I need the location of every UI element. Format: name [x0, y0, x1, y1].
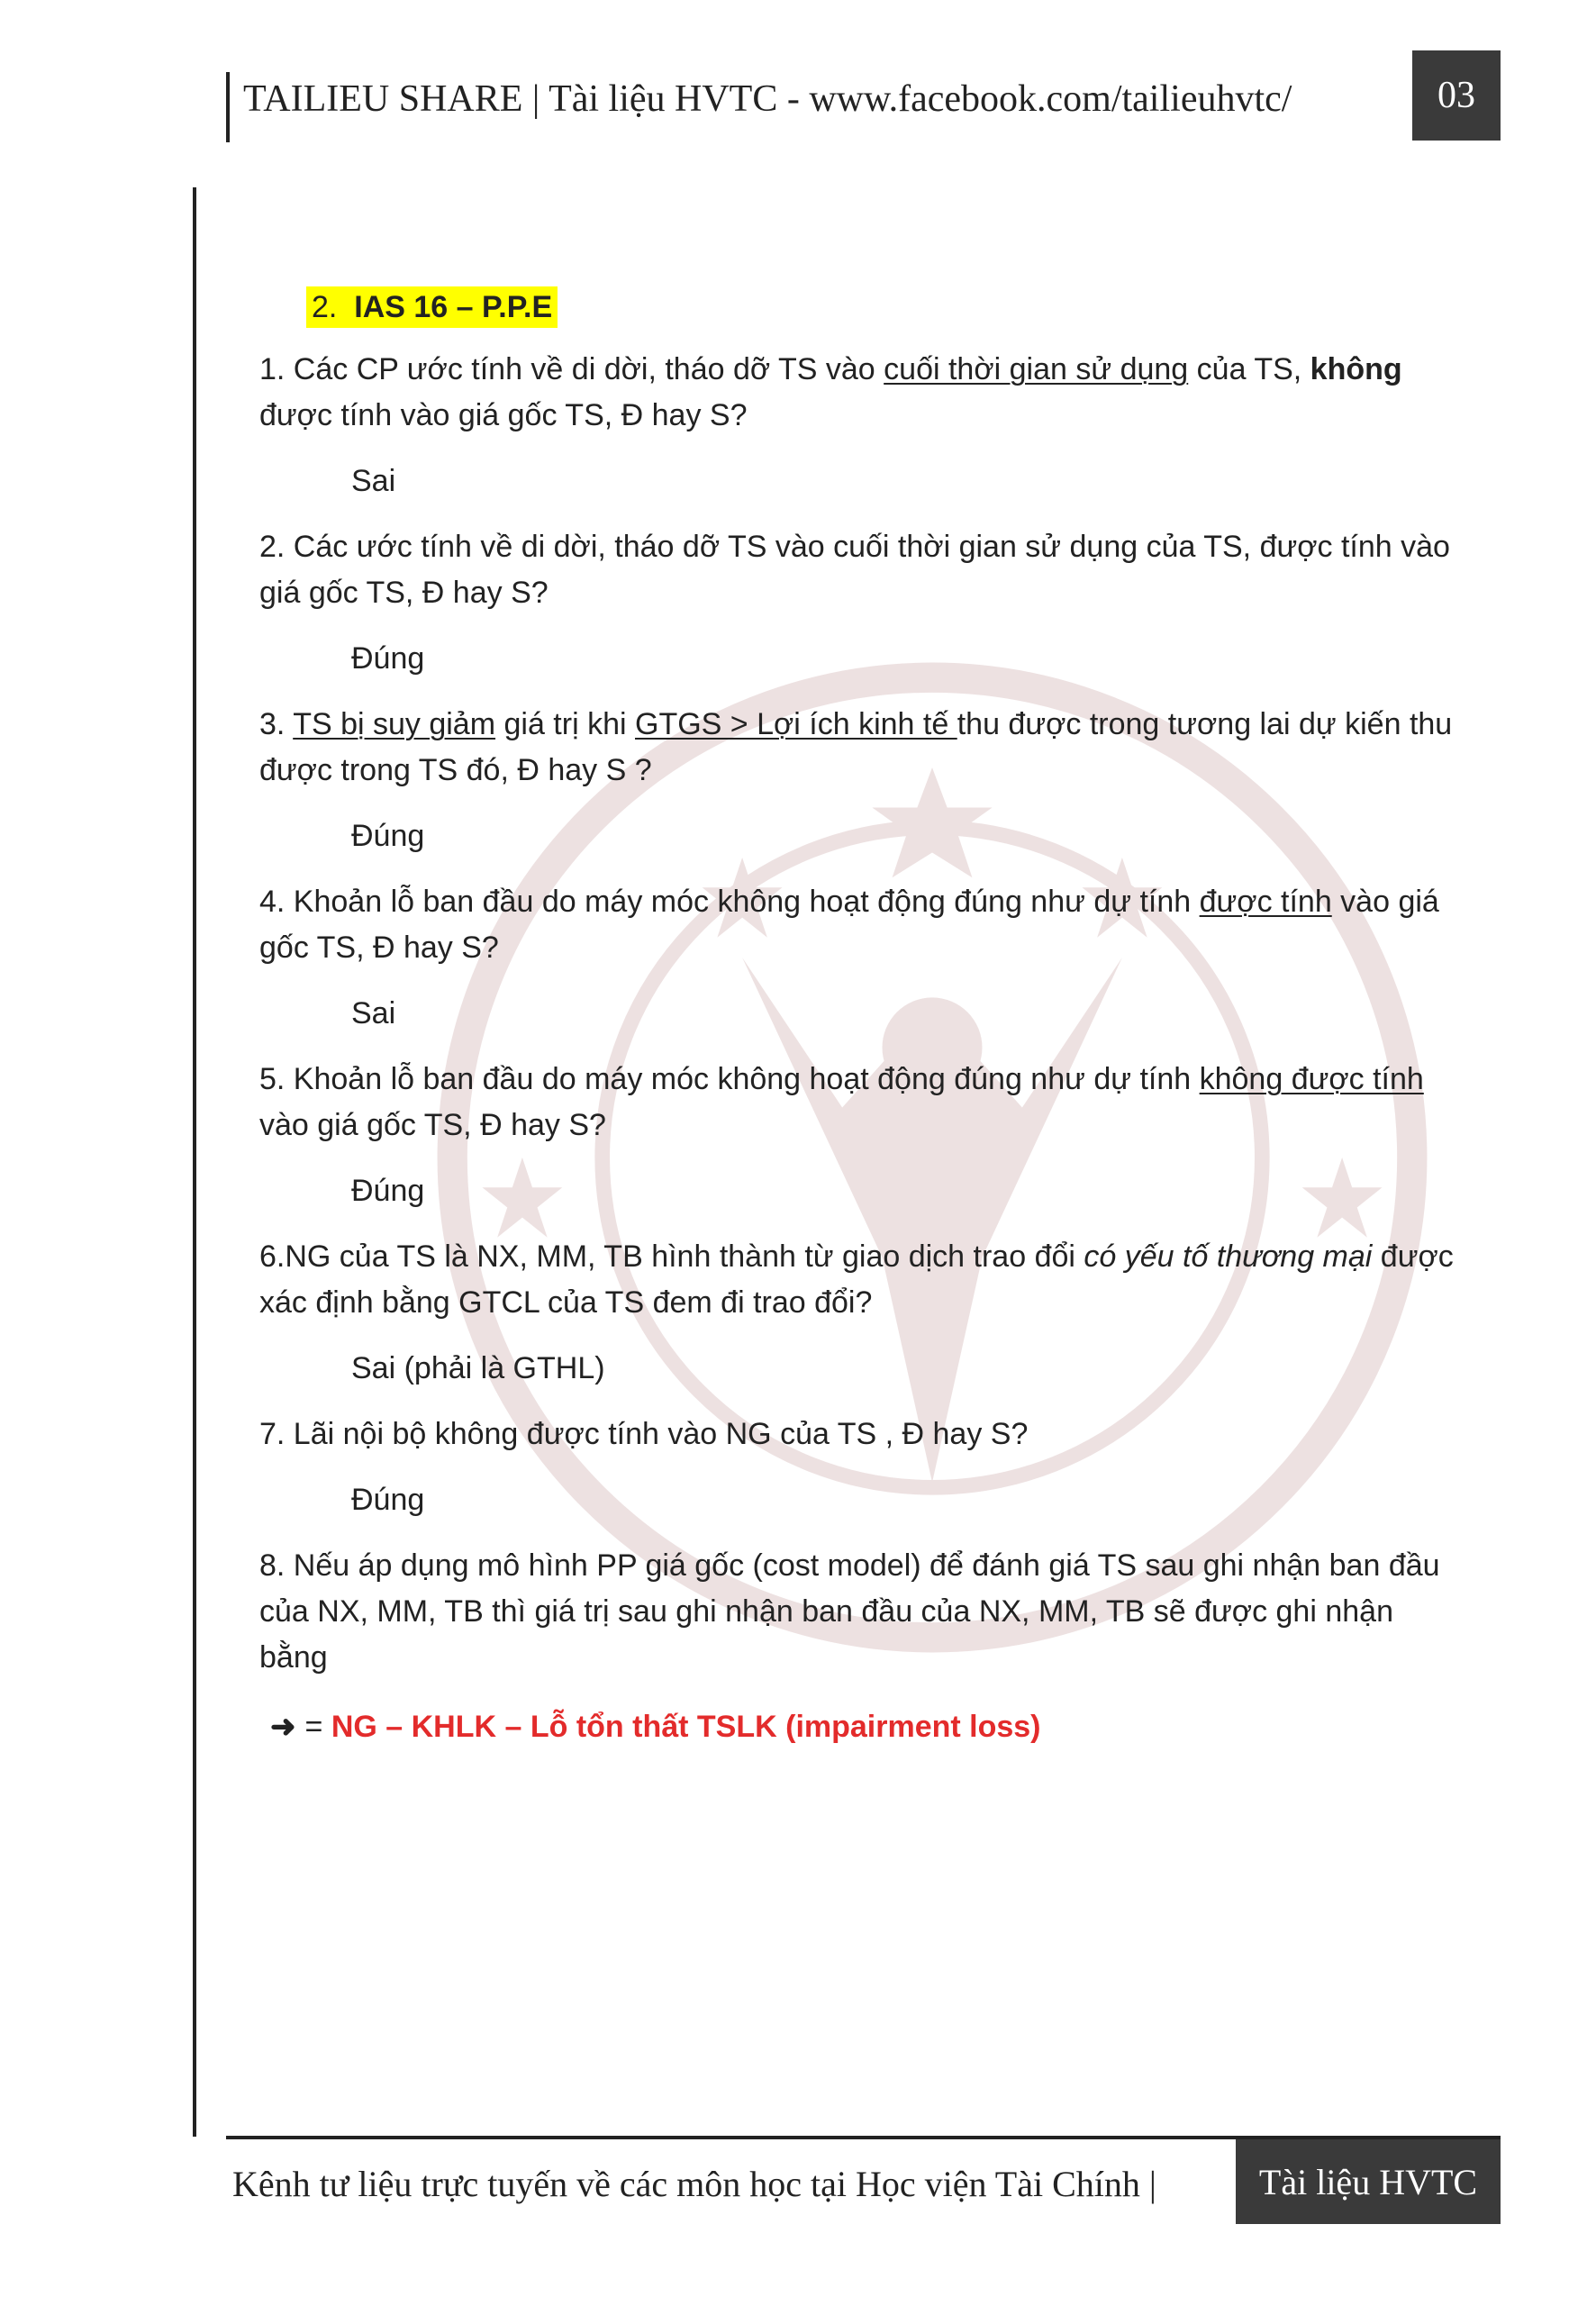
footer-badge: Tài liệu HVTC [1236, 2139, 1501, 2224]
section-highlight [306, 286, 558, 328]
answer-1: Sai [351, 464, 396, 498]
answer-3: Đúng [351, 819, 425, 853]
bold-phrase: không [1310, 352, 1402, 386]
question-text: 6.NG của TS là NX, MM, TB hình thành từ giao dịch trao đổi [259, 1239, 1084, 1274]
answer-7: Đúng [351, 1483, 425, 1517]
question-7: 7. Lãi nội bộ không được tính vào NG của TS , Đ hay S? [259, 1417, 1029, 1451]
question-2: 2. Các ước tính về di dời, tháo dỡ TS vào cuối thời gian sử dụng của TS, được tính vào giá gốc TS, Đ hay S? [259, 530, 1450, 610]
underlined-phrase: được tính [1199, 885, 1332, 919]
underlined-phrase: GTGS > Lợi ích kinh tế [635, 707, 957, 741]
question-text: 5. Khoản lỗ ban đầu do máy móc không hoạt động đúng như dự tính [259, 1062, 1200, 1096]
right-arrow-icon: ➜ [270, 1710, 296, 1744]
question-text: vào giá gốc TS, Đ hay S? [259, 885, 1439, 965]
left-margin-rule [193, 187, 196, 2137]
question-1 [259, 347, 1457, 439]
question-4 [259, 879, 1457, 971]
underlined-phrase: không được tính [1199, 1062, 1424, 1096]
question-text: thu được trong tương lai dự kiến thu được trong TS đó, Đ hay S ? [259, 707, 1453, 787]
header-divider [226, 72, 230, 142]
answer-2: Đúng [351, 641, 425, 676]
section-title: IAS 16 – P.P.E [354, 290, 553, 324]
section-heading [306, 285, 1457, 331]
question-text: giá trị khi [495, 707, 635, 741]
question-text: của TS, [1188, 352, 1310, 386]
conclusion-prefix: = [304, 1710, 331, 1744]
footer-text: Kênh tư liệu trực tuyến về các môn học tại Học viện Tài Chính | [232, 2164, 1156, 2204]
question-6 [259, 1234, 1457, 1326]
question-text: 1. Các CP ước tính về di dời, tháo dỡ TS vào [259, 352, 884, 386]
question-text: 3. [259, 707, 294, 741]
conclusion-formula: NG – KHLK – Lỗ tổn thất TSLK (impairment loss) [331, 1710, 1041, 1744]
question-5 [259, 1057, 1457, 1148]
question-3 [259, 702, 1457, 794]
answer-4: Sai [351, 996, 396, 1030]
underlined-phrase: cuối thời gian sử dụng [884, 352, 1189, 386]
answer-6: Sai (phải là GTHL) [351, 1351, 605, 1385]
page-number-badge: 03 [1412, 50, 1501, 141]
underlined-phrase: TS bị suy giảm [293, 707, 496, 741]
section-number: 2. [312, 290, 338, 324]
answer-5: Đúng [351, 1174, 425, 1208]
question-text: được tính vào giá gốc TS, Đ hay S? [259, 398, 748, 432]
conclusion-line [270, 1704, 1457, 1750]
question-text: vào giá gốc TS, Đ hay S? [259, 1108, 606, 1142]
document-body [259, 285, 1457, 1750]
question-text: được xác định bằng GTCL của TS đem đi trao đổi? [259, 1239, 1454, 1320]
question-8: 8. Nếu áp dụng mô hình PP giá gốc (cost model) để đánh giá TS sau ghi nhận ban đầu của NX, MM, TB thì giá trị sau ghi nhận ban đầu của NX, MM, TB sẽ được ghi nhận bằng [259, 1548, 1440, 1675]
italic-phrase: có yếu tố thương mại [1084, 1239, 1373, 1274]
question-text: 4. Khoản lỗ ban đầu do máy móc không hoạt động đúng như dự tính [259, 885, 1200, 919]
header-title: TAILIEU SHARE | Tài liệu HVTC - www.facebook.com/tailieuhvtc/ [243, 78, 1292, 120]
